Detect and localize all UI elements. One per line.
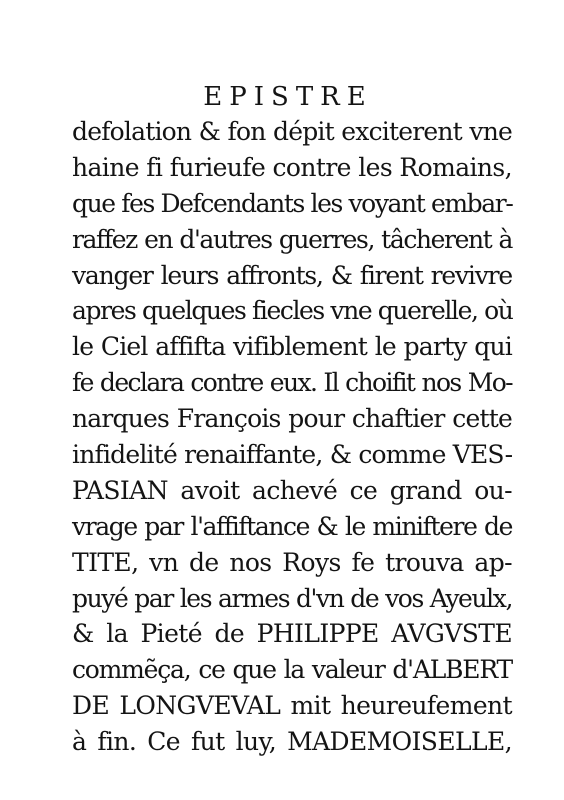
text-line-10: infidelité renaiffante, & comme VES- (72, 440, 513, 470)
text-line-8: fe declara contre eux. Il choifit nos Mo- (72, 368, 512, 398)
text-line-7: le Ciel affifta vifiblement le party qui (72, 332, 512, 362)
text-line-1: defolation & fon dépit exciterent vne (72, 117, 512, 146)
running-header: EPISTRE (203, 82, 373, 112)
text-line-13: TITE, vn de nos Roys fe trouva ap- (72, 547, 512, 577)
text-line-6: apres quelques fiecles vne querelle, où (72, 296, 513, 326)
text-line-3: que fes Defcendants les voyant embar- (72, 188, 513, 218)
text-line-11: PASIAN avoit achevé ce grand ou- (72, 475, 512, 505)
text-line-9: narques François pour chaftier cette (72, 404, 512, 434)
text-line-17: DE LONGVEVAL mit heureufement (72, 691, 512, 721)
text-line-16: commẽça, ce que la valeur d'ALBERT (72, 655, 512, 685)
text-line-15: & la Pieté de PHILIPPE AVGVSTE (72, 619, 512, 649)
text-line-4: raffez en d'autres guerres, tâcherent à (72, 224, 512, 254)
text-line-12: vrage par l'affiftance & le miniftere de (72, 511, 512, 541)
text-line-14: puyé par les armes d'vn de vos Ayeulx, (72, 583, 512, 613)
text-line-18: à fin. Ce fut luy, MADEMOISELLE, (72, 727, 512, 757)
text-line-2: haine fi furieufe contre les Romains, (72, 152, 512, 182)
text-line-5: vanger leurs affronts, & firent revivre (72, 260, 512, 290)
body-text (72, 114, 512, 760)
